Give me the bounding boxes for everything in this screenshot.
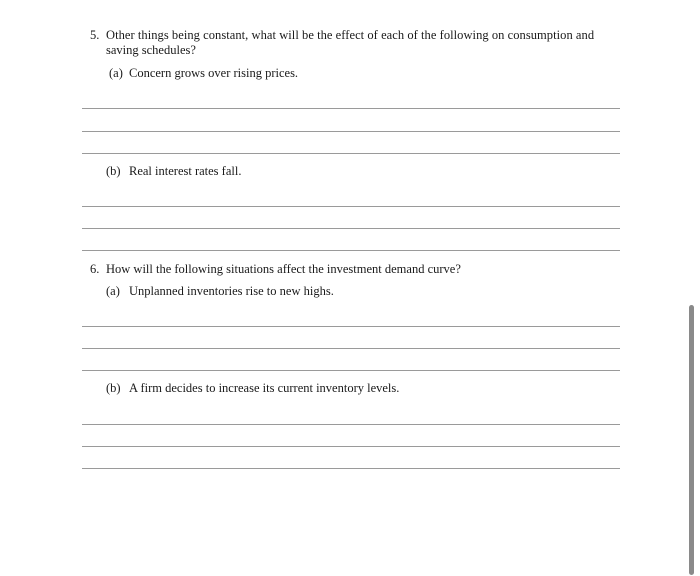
part-label: (a)	[106, 284, 120, 298]
part-text: Unplanned inventories rise to new highs.	[129, 284, 334, 298]
question-number: 5.	[90, 28, 100, 42]
answer-line	[82, 326, 620, 327]
answer-line	[82, 131, 620, 132]
question-number: 6.	[90, 262, 100, 276]
answer-line	[82, 206, 620, 207]
part-text: Real interest rates fall.	[129, 164, 242, 178]
answer-line	[82, 348, 620, 349]
answer-line	[82, 228, 620, 229]
vertical-scrollbar[interactable]	[689, 305, 694, 575]
answer-line	[82, 250, 620, 251]
question-text-line-1: Other things being constant, what will be the effect of each of the following on consumption and	[106, 28, 595, 42]
part-label: (b)	[106, 164, 121, 178]
answer-line	[82, 153, 620, 154]
answer-line	[82, 468, 620, 469]
part-label: (b)	[106, 381, 121, 395]
part-label: (a)	[109, 66, 123, 80]
answer-line	[82, 446, 620, 447]
answer-line	[82, 424, 620, 425]
part-text: A firm decides to increase its current inventory levels.	[129, 381, 400, 395]
question-text-line-1: How will the following situations affect the investment demand curve?	[106, 262, 461, 276]
part-text: Concern grows over rising prices.	[129, 66, 299, 80]
question-text-line-2: saving schedules?	[106, 43, 196, 57]
answer-line	[82, 370, 620, 371]
answer-line	[82, 108, 620, 109]
